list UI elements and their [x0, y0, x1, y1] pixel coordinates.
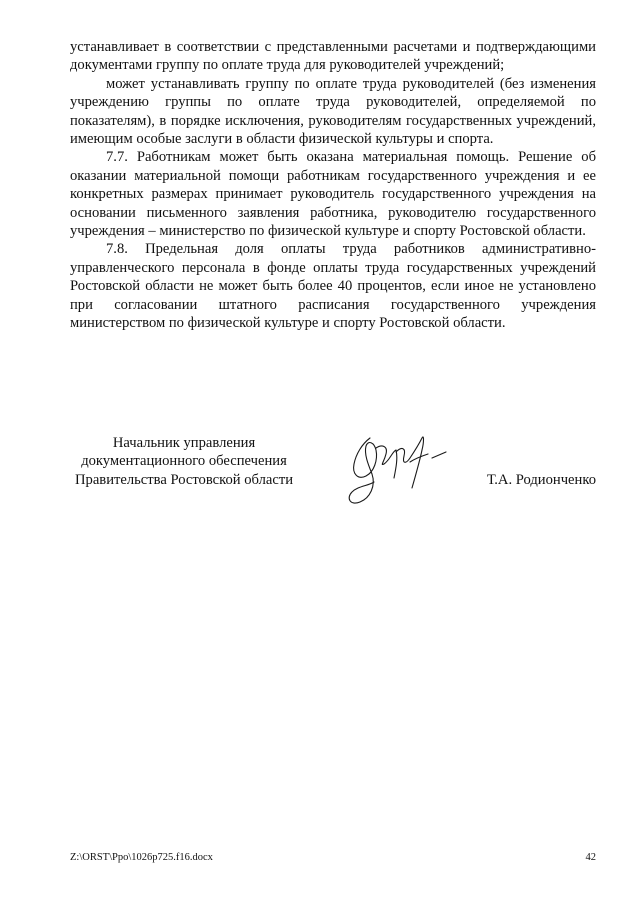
paragraph-continuation: устанавливает в соответствии с представленными расчетами и подтверждающими документами группу по оплате труда для руководителей учреждений;: [70, 39, 596, 74]
handwritten-signature-icon: [340, 424, 452, 510]
page-number: 42: [585, 852, 596, 863]
signatory-name: Т.А. Родионченко: [486, 472, 596, 488]
position-line-3: Правительства Ростовской области: [74, 471, 294, 488]
signatory-position: [66, 434, 302, 489]
document-body: [70, 38, 596, 333]
paragraph-7-7: 7.7. Работникам может быть оказана материальная помощь. Решение об оказании материальной помощи работникам государственного учреждения и ее конкретных размерах принимает руководитель государственного учреждения на основании письменного заявления работника, руководителю государственного учреждения – министерство по физической культуре и спорту Ростовской области.: [70, 149, 596, 240]
footer-file-path: Z:\ORST\Ppo\1026p725.f16.docx: [70, 852, 213, 863]
paragraph-exception-group: может устанавливать группу по оплате труда руководителей (без изменения учреждению группы по оплате труда руководителей, определяемой по показателям), в порядке исключения, руководителям государственных учреждений, имеющим особые заслуги в области физической культуры и спорта.: [70, 75, 596, 148]
position-line-2: документационного обеспечения: [81, 453, 287, 470]
position-line-1: Начальник управления: [112, 435, 256, 451]
paragraph-7-8: 7.8. Предельная доля оплаты труда работников административно-управленческого персонала в фонде оплаты труда государственных учреждений Ростовской области не может быть более 40 процентов, если иное не установлено при согласовании штатного расписания государственного учреждения министерством по физической культуре и спорту Ростовской области.: [70, 241, 596, 332]
